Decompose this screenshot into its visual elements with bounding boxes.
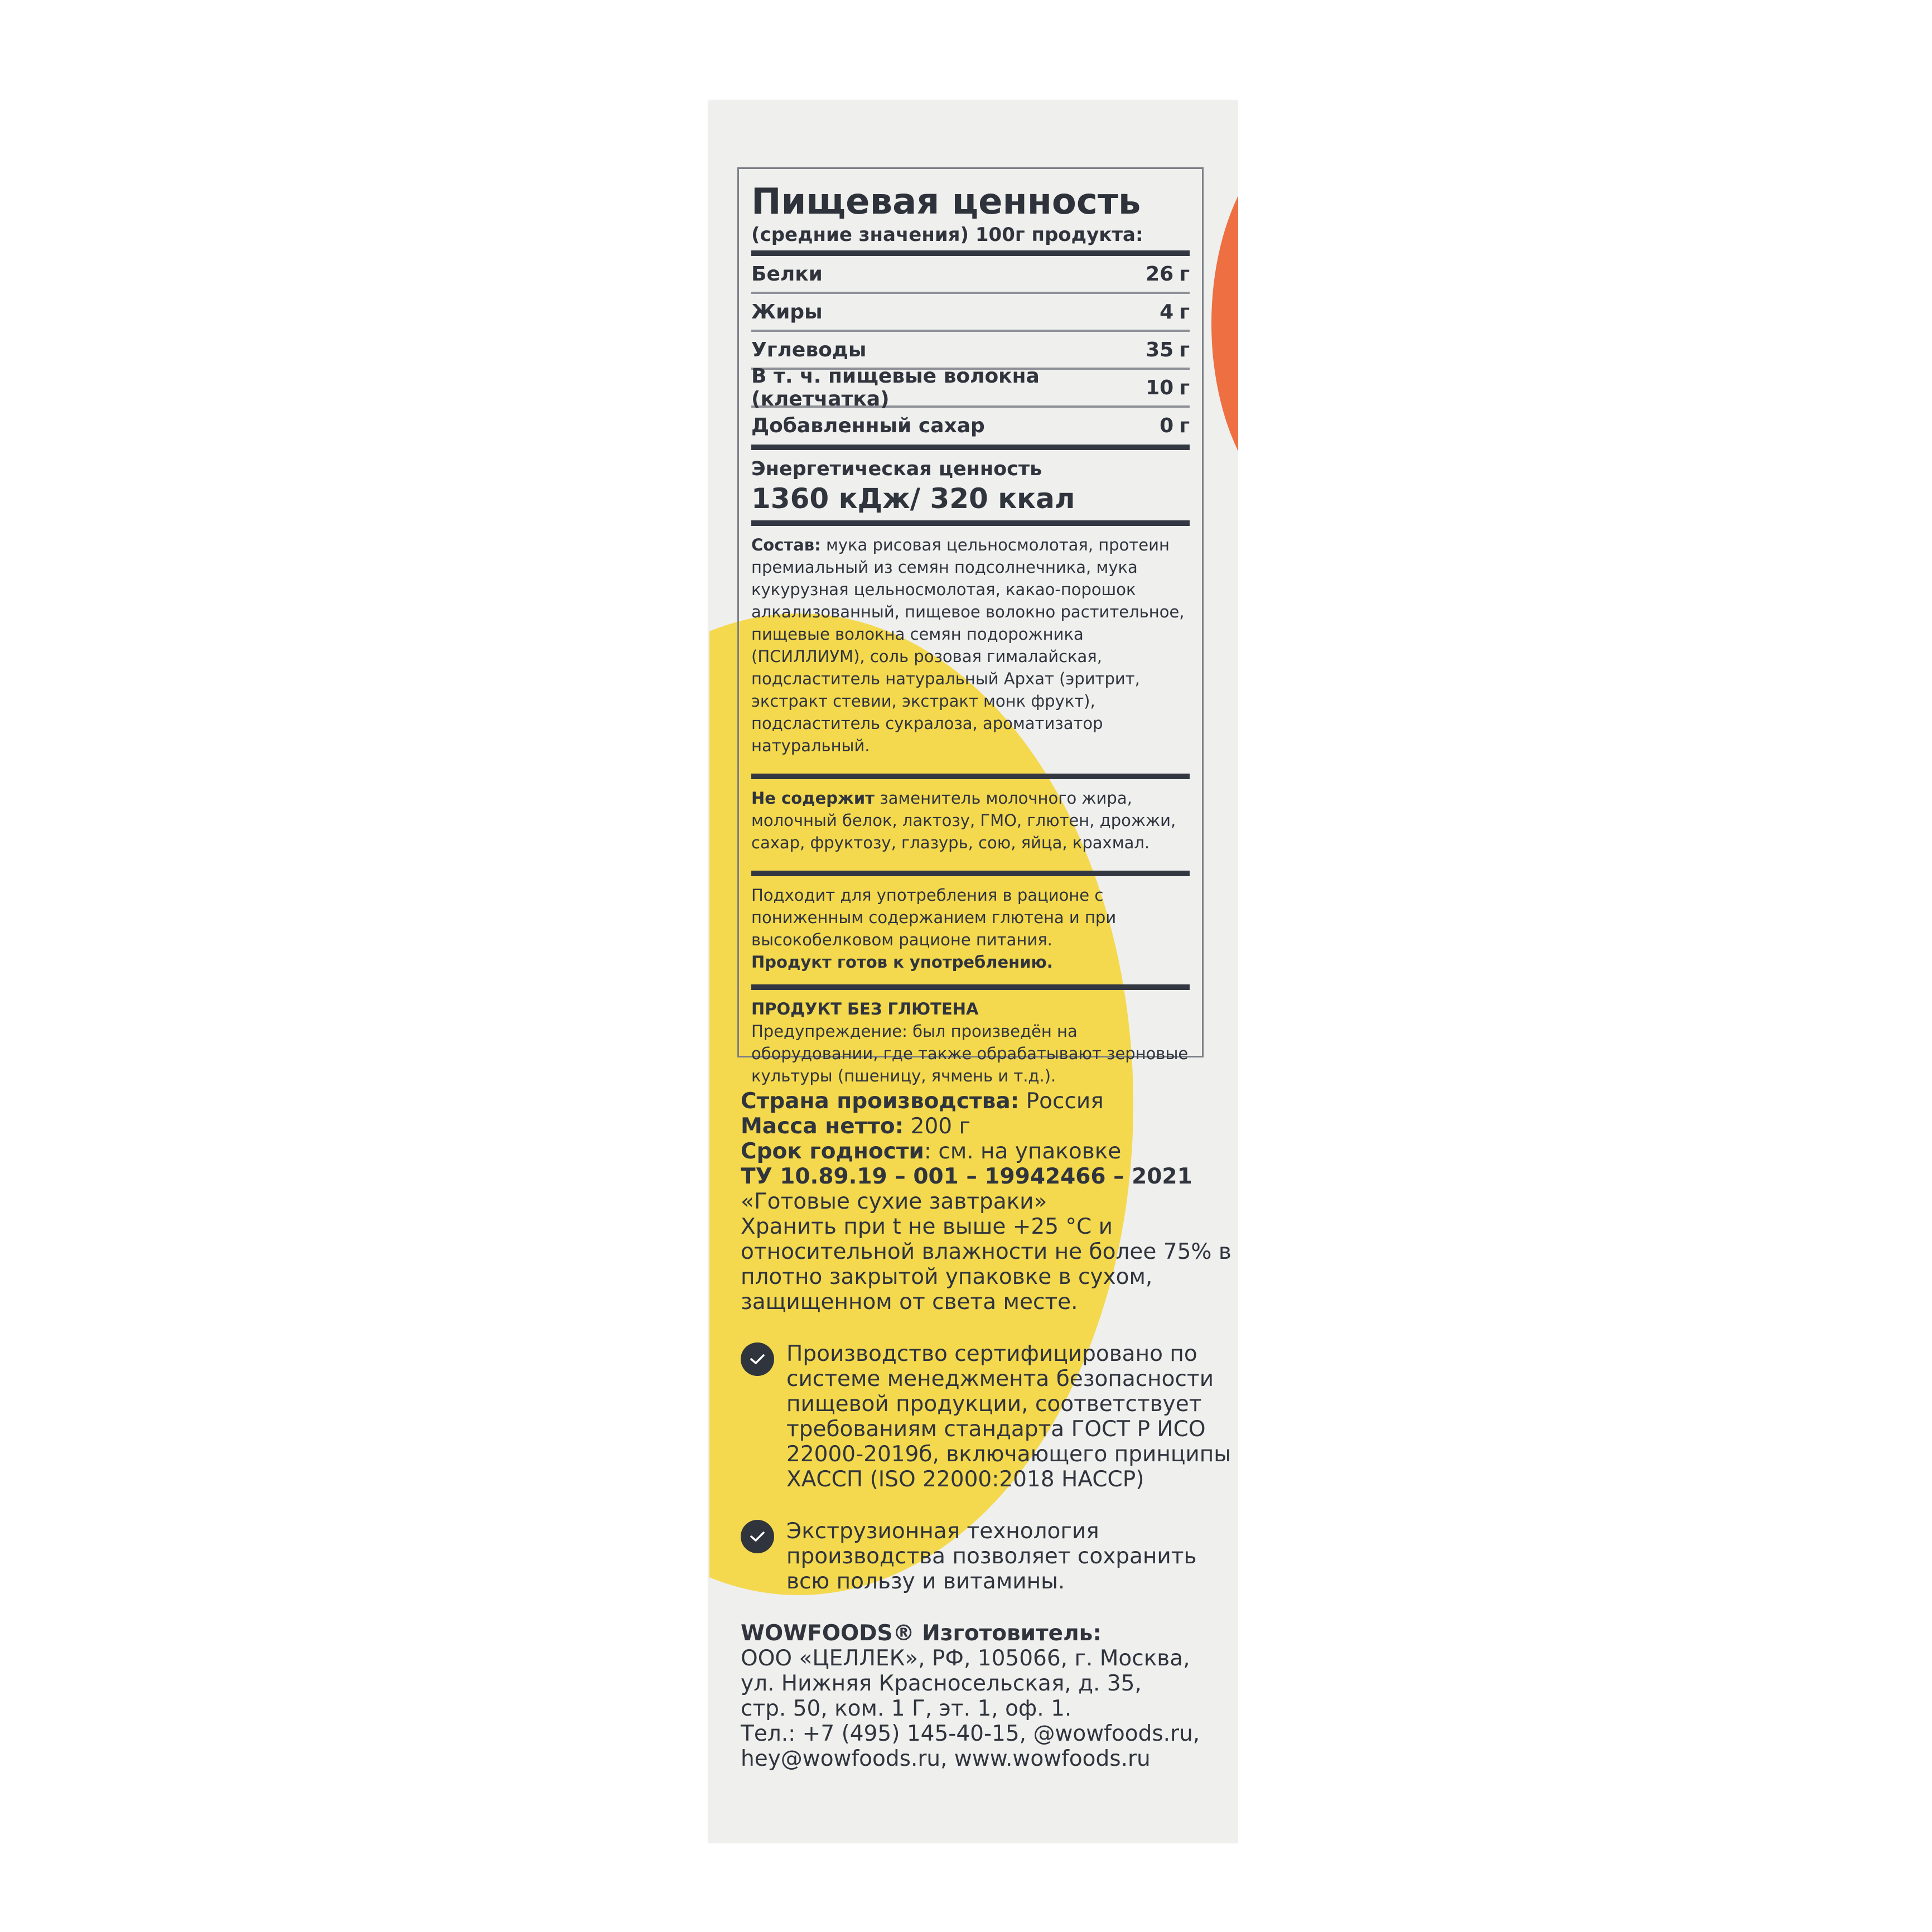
nutrient-unit: г (1179, 300, 1190, 323)
package-panel (709, 100, 1238, 1843)
nutrient-value: 4 (1160, 300, 1174, 323)
check-icon (741, 1342, 774, 1376)
gluten-free-title: ПРОДУКТ БЕЗ ГЛЮТЕНА (751, 999, 979, 1018)
certification-item (741, 1341, 1231, 1492)
manufacturer-line: Тел.: +7 (495) 145-40-15, @wowfoods.ru, (741, 1721, 1200, 1746)
mass-value: 200 г (904, 1114, 970, 1139)
suitability-body: Подходит для употребления в рационе с пониженным содержанием глютена и при высокобелковом рационе питания. (751, 886, 1117, 949)
nutrition-title: Пищевая ценность (751, 181, 1141, 223)
nutrient-row-sugar (751, 408, 1190, 443)
manufacturer-block (741, 1621, 1231, 1771)
orange-circle-decoration (1211, 123, 1238, 524)
nutrient-label: Белки (751, 262, 823, 286)
divider (751, 250, 1190, 256)
nutrient-label: Углеводы (751, 338, 867, 361)
country-value: Россия (1019, 1089, 1104, 1114)
nutrient-row-fat (751, 294, 1190, 330)
free-from-text (751, 787, 1190, 854)
nutrient-row-carbs (751, 332, 1190, 368)
energy-label: Энергетическая ценность (751, 458, 1042, 480)
check-icon (741, 1520, 774, 1553)
divider (751, 520, 1190, 526)
divider (751, 984, 1190, 990)
certification-text: Производство сертифицировано по системе менеджмента безопасности пищевой продукции, соответствует требованиям стандарта ГОСТ Р ИСО 22000-2019б, включающего принципы ХАССП (ISO 22000:2018 HACCP) (786, 1341, 1231, 1492)
certification-item (741, 1519, 1231, 1594)
manufacturer-line: ООО «ЦЕЛЛЕК», РФ, 105066, г. Москва, (741, 1646, 1190, 1671)
manufacturer-label: WOWFOODS® Изготовитель: (741, 1621, 1102, 1646)
manufacturer-line: стр. 50, ком. 1 Г, эт. 1, оф. 1. (741, 1696, 1072, 1721)
tu-code: ТУ 10.89.19 – 001 – 19942466 – 2021 (741, 1164, 1192, 1189)
divider (751, 445, 1190, 450)
nutrient-unit: г (1179, 414, 1190, 437)
nutrient-row-fiber (751, 365, 1190, 410)
gluten-section (751, 998, 1190, 1087)
shelf-life-value: : см. на упаковке (924, 1139, 1122, 1164)
composition-body: мука рисовая цельносмолотая, протеин премиальный из семян подсолнечника, мука кукурузная цельносмолотая, какао-порошок алкализованный, пищевое волокно растительное, пищевые волокна семян подорожника (ПСИЛЛИУМ), соль розовая гималайская, подсластитель натуральный Архат (эритрит, экстракт стевии, экстракт монк фрукт), подсластитель сукралоза, ароматизатор натуральный. (751, 535, 1185, 755)
nutrition-facts-box (737, 167, 1204, 1085)
free-from-label: Не содержит (751, 789, 875, 808)
suitability-text (751, 884, 1190, 973)
nutrient-label: Жиры (751, 300, 823, 323)
energy-value: 1360 кДж/ 320 ккал (751, 482, 1075, 515)
nutrient-value: 26 (1146, 262, 1174, 286)
product-category: «Готовые сухие завтраки» (741, 1189, 1047, 1214)
nutrition-subtitle: (средние значения) 100г продукта: (751, 224, 1143, 246)
country-line (741, 1089, 1231, 1114)
manufacturer-line: ул. Нижняя Красносельская, д. 35, (741, 1671, 1142, 1696)
mass-label: Масса нетто: (741, 1114, 904, 1139)
nutrient-label: Добавленный сахар (751, 414, 985, 437)
nutrient-value: 0 (1160, 414, 1174, 437)
storage-conditions: Хранить при t не выше +25 °C и относительной влажности не более 75% в плотно закрытой упаковке в сухом, защищенном от света месте. (741, 1214, 1231, 1315)
shelf-life-label: Срок годности (741, 1139, 924, 1164)
nutrient-unit: г (1179, 338, 1190, 361)
divider (751, 871, 1190, 876)
shelf-life-line (741, 1139, 1231, 1164)
nutrient-unit: г (1179, 376, 1190, 399)
nutrient-unit: г (1179, 262, 1190, 286)
composition-text (751, 534, 1190, 757)
nutrient-value: 35 (1146, 338, 1174, 361)
nutrient-row-protein (751, 256, 1190, 292)
mass-line (741, 1114, 1231, 1139)
nutrient-label: В т. ч. пищевые волокна (клетчатка) (751, 365, 1040, 410)
composition-label: Состав: (751, 535, 821, 554)
manufacturer-line: hey@wowfoods.ru, www.wowfoods.ru (741, 1746, 1151, 1771)
certification-text: Экструзионная технология производства позволяет сохранить всю пользу и витамины. (786, 1519, 1197, 1594)
gluten-warning: Предупреждение: был произведён на оборудовании, где также обрабатывают зерновые культуры (пшеницу, ячмень и т.д.). (751, 1022, 1189, 1085)
nutrient-value: 10 (1146, 376, 1174, 399)
product-info (741, 1089, 1231, 1771)
divider (751, 774, 1190, 779)
ready-to-eat-note: Продукт готов к употреблению. (751, 953, 1053, 972)
free-from-body: заменитель молочного жира, молочный белок, лактозу, ГМО, глютен, дрожжи, сахар, фруктозу, глазурь, сою, яйца, крахмал. (751, 789, 1176, 852)
country-label: Страна производства: (741, 1089, 1020, 1114)
